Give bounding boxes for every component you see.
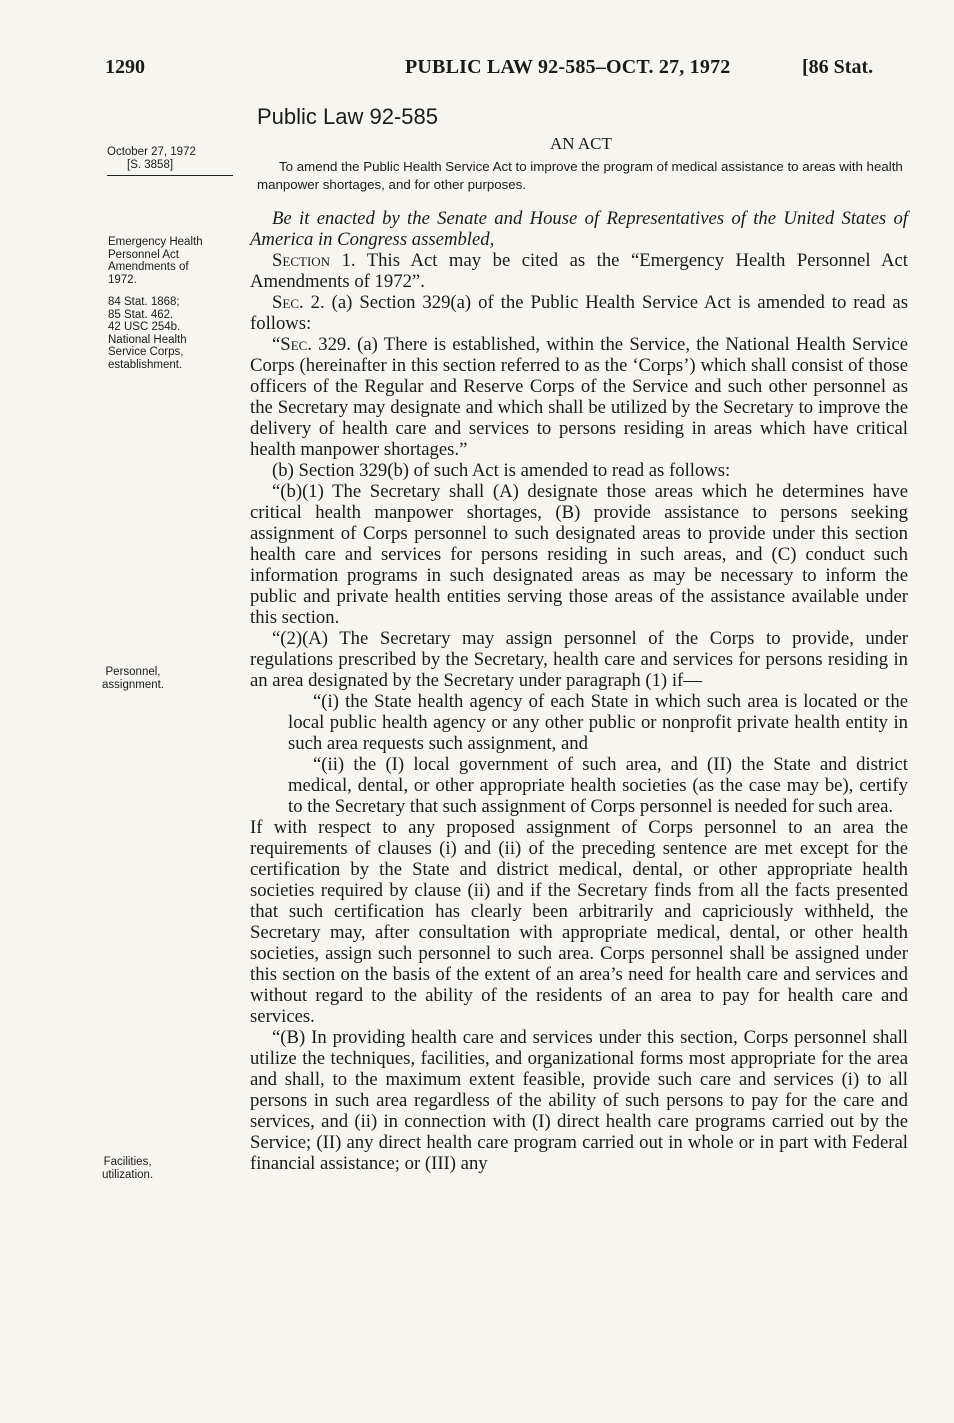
paragraph-b: (b) Section 329(b) of such Act is amended to read as follows:: [272, 460, 731, 481]
section-2: [250, 292, 908, 334]
margin-note-line: 1972.: [108, 273, 137, 286]
margin-note-line: 84 Stat. 1868;: [108, 296, 180, 308]
clause-ii: “(ii) the (I) local government of such area, and (II) the State and district medical, dental, or other appropriate health societies (as the case may be), certify to the Secretary that such assignment of Corps personnel is needed for such area.: [288, 754, 908, 817]
section-label: Sec.: [272, 292, 304, 313]
margin-note-line: assignment.: [102, 678, 165, 691]
section-text: 1. This Act may be cited as the “Emergency Health Personnel Act Amendments of 1972”.: [250, 250, 908, 292]
margin-note-line: 85 Stat. 462.: [108, 308, 174, 321]
enacting-clause: Be it enacted by the Senate and House of Representatives of the United States of America in Congress assembled,: [250, 208, 908, 250]
running-head: PUBLIC LAW 92-585–OCT. 27, 1972: [405, 56, 731, 78]
paragraph-2b: “(B) In providing health care and services under this section, Corps personnel shall utilize the techniques, facilities, and organizational forms most appropriate for the area and shall, to the maximum extent feasible, provide such care and services (i) to all persons in such area regardless of the ability of such persons to pay for the care and services, and (ii) in connection with (I) direct health care programs carried out by the Service; (II) any direct health care program carried out in whole or in part with Federal financial assistance; or (III) any: [250, 1027, 908, 1174]
margin-note-line: Service Corps,: [108, 346, 184, 359]
page-number: 1290: [105, 56, 145, 78]
margin-note-line: Emergency Health: [108, 236, 203, 248]
statute-reference: [86 Stat.: [802, 56, 874, 78]
margin-note-line: 42 USC 254b.: [108, 321, 181, 334]
margin-note-line: Amendments of: [108, 261, 189, 274]
section-1: [250, 250, 908, 292]
margin-note-line: Facilities,: [103, 1156, 152, 1168]
margin-note-facilities: [102, 1156, 153, 1181]
paragraph-if: If with respect to any proposed assignment of Corps personnel to an area the requirements of clauses (i) and (ii) of the preceding sentence are met except for the certification by the State and district medical, dental, or other appropriate health societies required by clause (ii) and if the Secretary finds from all the facts presented that such certification has clearly been arbitrarily and capriciously withheld, the Secretary may, after consultation with appropriate medical, dental, or other health societies, assign such personnel to such area. Corps personnel shall be assigned under this section on the basis of the extent of an area’s need for health care and services and without regard to the ability of the residents of an area to pay for health care and services.: [250, 817, 908, 1027]
paragraph-2a: “(2)(A) The Secretary may assign personnel of the Corps to provide, under regulations prescribed by the Secretary, health care and services for persons residing in an area designated by the Secretary under paragraph (1) if—: [250, 628, 908, 691]
page-header: [0, 56, 954, 90]
section-text: 2. (a) Section 329(a) of the Public Health Service Act is amended to read as follows:: [250, 292, 908, 334]
date-rule-divider: [107, 175, 233, 176]
margin-note-line: National Health: [108, 333, 187, 346]
margin-note-personnel: [102, 666, 164, 691]
margin-note-citations: [108, 296, 187, 372]
long-title: To amend the Public Health Service Act to improve the program of medical assistance to areas with health manpower shortages, and for other purposes.: [257, 159, 903, 192]
section-text: 329. (a) There is established, within the Service, the National Health Service Corps (hereinafter in this section referred to as the ‘Corps’) which shall consist of those officers of the Regular and Reserve Corps of the Service and such other personnel as the Secretary may designate and which shall be utilized by the Secretary to improve the delivery of health care and services to persons residing in areas which have critical health manpower shortages.”: [250, 334, 908, 460]
law-title: Public Law 92-585: [257, 104, 439, 129]
margin-note-line: utilization.: [102, 1168, 154, 1181]
margin-note-line: Personnel,: [105, 666, 161, 678]
section-label: Section: [272, 250, 331, 271]
bill-number: [S. 3858]: [127, 159, 174, 171]
an-act-heading: AN ACT: [550, 134, 612, 153]
margin-note-line: establishment.: [108, 358, 183, 371]
margin-note-line: Personnel Act: [108, 248, 179, 261]
margin-note-short-title: [108, 236, 203, 286]
date-note: [107, 146, 196, 172]
paragraph-b1: “(b)(1) The Secretary shall (A) designate those areas which he determines have critical health manpower shortages, (B) provide assistance to persons seeking assignment of Corps personnel to such designated areas to provide under this section health care and services for persons residing in such areas, and (C) conduct such information programs in such designated areas as may be necessary to inform the public and private health entities serving those areas of the assistance available under this section.: [250, 481, 908, 628]
enactment-date: October 27, 1972: [107, 146, 196, 158]
body-text: [250, 208, 908, 1174]
clause-i: “(i) the State health agency of each State in which such area is located or the local public health agency or any other public or nonprofit private health entity in such area requests such assignment, and: [288, 691, 908, 754]
section-label: “Sec.: [272, 334, 312, 355]
section-329a: [250, 334, 908, 460]
